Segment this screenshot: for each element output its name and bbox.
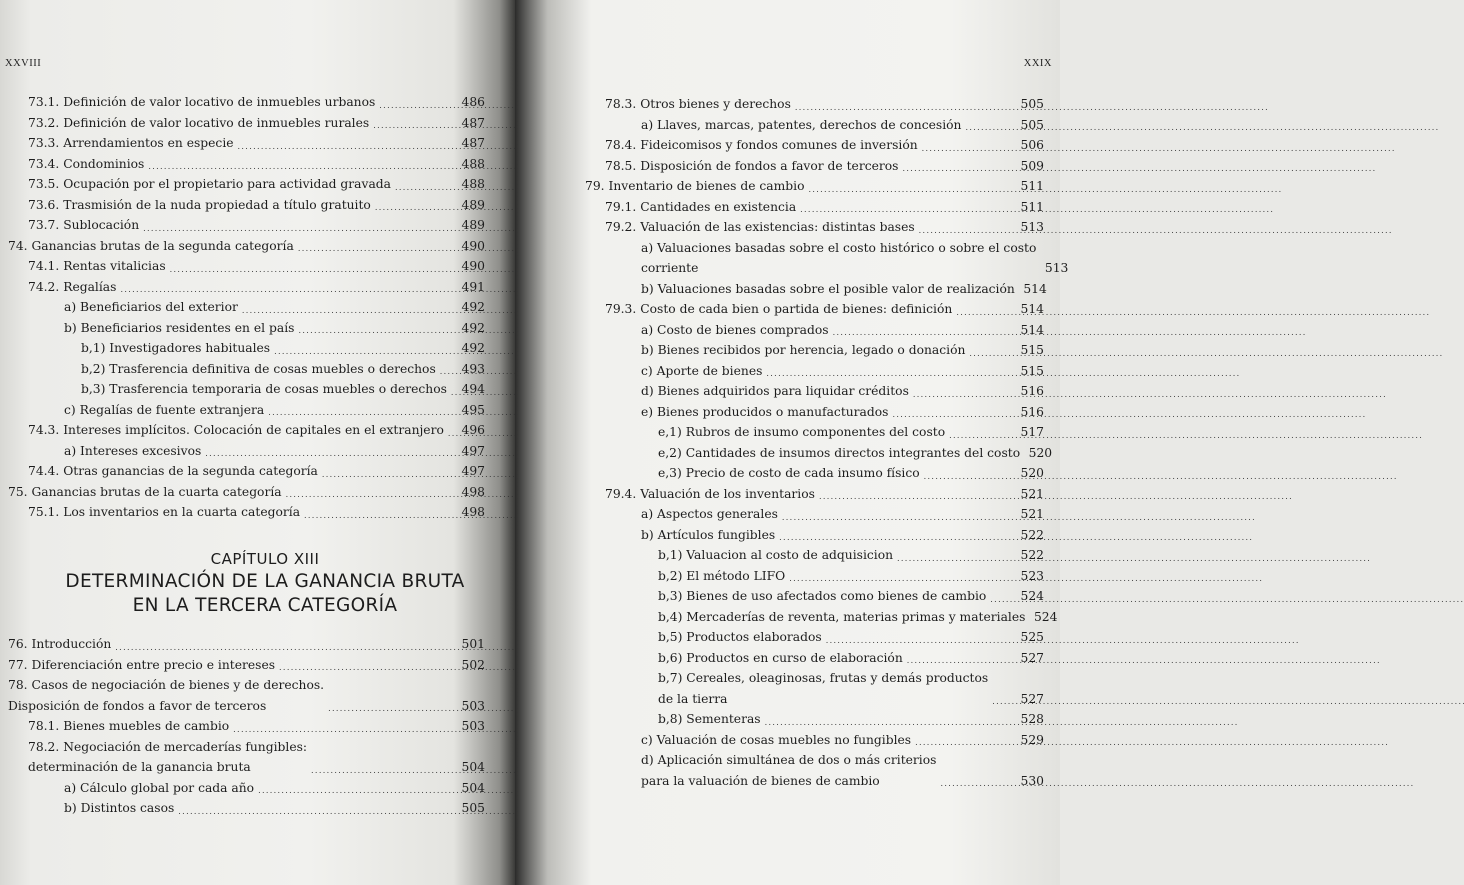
toc-entry-page: 521 (1020, 507, 1044, 521)
toc-entry (585, 709, 1044, 730)
toc-entry (585, 545, 1044, 566)
toc-entry (8, 798, 485, 819)
toc-entry-page: 513 (1020, 220, 1044, 234)
dot-leader (969, 340, 1016, 361)
dot-leader (268, 400, 457, 421)
toc-entry-title: c) Regalías de fuente extranjera (64, 402, 265, 417)
toc-entry-title: 75.1. Los inventarios en la cuarta categoría (28, 505, 301, 519)
toc-entry (585, 320, 1044, 341)
toc-entry-page: 493 (461, 361, 485, 376)
dot-leader (279, 655, 457, 676)
dot-leader (170, 256, 457, 277)
toc-entry-page: 490 (461, 259, 485, 273)
toc-entry (8, 675, 485, 716)
toc-entry (8, 277, 485, 298)
toc-entry-title: c) Aporte de bienes (641, 363, 763, 378)
dot-leader (304, 502, 457, 523)
toc-entry-page: 529 (1020, 732, 1044, 747)
dot-leader (205, 441, 457, 462)
toc-entry (8, 174, 485, 195)
dot-leader (238, 133, 457, 154)
toc-entry-page: 505 (1020, 97, 1044, 111)
toc-entry (585, 484, 1044, 505)
dot-leader (897, 545, 1016, 566)
toc-entry-title: 79. Inventario de bienes de cambio (585, 179, 805, 193)
dot-leader (765, 709, 1016, 730)
page-number-right: XXIX (1023, 58, 1052, 69)
dot-leader (311, 757, 457, 778)
dot-leader (949, 422, 1016, 443)
toc-entry (8, 113, 485, 134)
toc-entry-title: b,2) Trasferencia definitiva de cosas muebles o derechos (81, 361, 436, 376)
toc-entry-title: 73.1. Definición de valor locativo de inmuebles urbanos (28, 95, 376, 109)
toc-entry (585, 361, 1044, 382)
right-page (515, 0, 1069, 885)
toc-entry (585, 115, 1044, 136)
toc-entry-page: 504 (461, 760, 485, 774)
dot-leader (956, 299, 1016, 320)
dot-leader (922, 135, 1016, 156)
toc-entry (8, 133, 485, 154)
toc-entry (8, 154, 485, 175)
toc-entry-title: a) Cálculo global por cada año (64, 780, 255, 795)
dot-leader (143, 215, 457, 236)
toc-entry-page: 515 (1020, 343, 1044, 357)
toc-entry-title: b,1) Investigadores habituales (81, 341, 271, 355)
dot-leader (833, 320, 1016, 341)
toc-entry (585, 525, 1044, 546)
toc-entry-page: 521 (1020, 486, 1044, 501)
dot-leader (892, 402, 1016, 423)
toc-entry (8, 318, 485, 339)
toc-list-left-top (8, 92, 485, 523)
toc-entry-title: 73.4. Condominios (28, 156, 145, 171)
dot-leader (258, 778, 457, 799)
dot-leader (902, 156, 1016, 177)
toc-entry-title: 73.3. Arrendamientos en especie (28, 136, 234, 150)
toc-entry-page: 525 (1020, 630, 1044, 644)
toc-entry-title: 78.3. Otros bienes y derechos (605, 97, 791, 111)
dot-leader (782, 504, 1016, 525)
dot-leader (298, 318, 457, 339)
toc-entry-title: b,3) Bienes de uso afectados como bienes de cambio (658, 589, 987, 603)
toc-entry (8, 716, 485, 737)
toc-entry-page: 498 (461, 484, 485, 499)
toc-entry-title: d) Bienes adquiridos para liquidar créditos (641, 384, 909, 398)
dot-leader (992, 689, 1016, 710)
toc-entry-title: d) Aplicación simultánea de dos o más criterios para la valuación de bienes de cambio (641, 753, 937, 788)
toc-entry (8, 359, 485, 380)
toc-entry-page: 498 (461, 505, 485, 519)
toc-entry-page: 502 (461, 657, 485, 672)
toc-entry-title: 73.7. Sublocación (28, 218, 140, 232)
dot-leader (115, 634, 457, 655)
toc-entry-page: 523 (1020, 568, 1044, 583)
toc-entry (585, 238, 1069, 279)
toc-entry (585, 299, 1044, 320)
toc-entry-page: 516 (1020, 404, 1044, 419)
toc-entry-title: 73.6. Trasmisión de la nuda propiedad a título gratuito (28, 197, 371, 212)
dot-leader (322, 461, 457, 482)
toc-entry-page: 491 (461, 279, 485, 294)
toc-entry-title: b) Bienes recibidos por herencia, legado o donación (641, 343, 966, 357)
toc-entry (8, 379, 485, 400)
dot-leader (451, 379, 457, 400)
toc-entry-title: 79.2. Valuación de las existencias: distintas bases (605, 220, 915, 234)
toc-entry-title: 78. Casos de negociación de bienes y de derechos. Disposición de fondos a favor de terceros (8, 678, 325, 713)
toc-entry (8, 461, 485, 482)
dot-leader (178, 798, 457, 819)
toc-entry-title: e,1) Rubros de insumo componentes del costo (658, 425, 946, 439)
toc-entry (585, 586, 1044, 607)
toc-entry (585, 668, 1044, 709)
dot-leader (373, 113, 457, 134)
toc-entry (8, 92, 485, 113)
toc-entry-page: 520 (1020, 466, 1044, 480)
toc-entry-page: 487 (461, 136, 485, 150)
toc-entry-page: 514 (1020, 302, 1044, 316)
toc-entry (8, 502, 485, 523)
toc-entry (585, 443, 1053, 464)
toc-entry-page: 530 (1020, 773, 1044, 788)
toc-entry-page: 517 (1020, 425, 1044, 439)
toc-entry-title: 74.4. Otras ganancias de la segunda categoría (28, 464, 318, 478)
toc-entry-page: 524 (1033, 609, 1058, 624)
toc-entry-title: 79.1. Cantidades en existencia (605, 199, 797, 214)
dot-leader (940, 771, 1016, 792)
toc-entry-title: 75. Ganancias brutas de la cuarta categoría (8, 484, 282, 499)
dot-leader (286, 482, 457, 503)
toc-entry-title: b,2) El método LIFO (658, 568, 786, 583)
toc-entry-page: 511 (1020, 199, 1044, 214)
toc-entry-page: 488 (461, 156, 485, 171)
toc-entry-page: 490 (461, 238, 485, 253)
toc-entry (585, 566, 1044, 587)
toc-entry (585, 402, 1044, 423)
toc-entry-page: 497 (461, 464, 485, 478)
toc-entry-page: 489 (461, 197, 485, 212)
toc-entry-title: b) Distintos casos (64, 801, 175, 815)
dot-leader (915, 730, 1016, 751)
dot-leader (826, 627, 1016, 648)
toc-entry-page: 528 (1020, 712, 1044, 726)
toc-entry-title: a) Costo de bienes comprados (641, 322, 829, 337)
toc-entry-title: b) Beneficiarios residentes en el país (64, 320, 295, 335)
toc-entry-page: 487 (461, 115, 485, 130)
toc-entry-page: 513 (1044, 261, 1069, 275)
toc-entry (585, 504, 1044, 525)
dot-leader (448, 420, 457, 441)
toc-entry (8, 778, 485, 799)
toc-entry-title: b,3) Trasferencia temporaria de cosas muebles o derechos (81, 382, 447, 396)
toc-entry-title: b,8) Sementeras (658, 712, 761, 726)
toc-entry-title: b,4) Mercaderías de reventa, materias primas y materiales (658, 609, 1026, 624)
toc-entry (8, 236, 485, 257)
toc-entry-page: 503 (461, 719, 485, 733)
toc-entry-page: 522 (1020, 527, 1044, 542)
dot-leader (148, 154, 457, 175)
dot-leader (789, 566, 1016, 587)
toc-entry-title: 78.4. Fideicomisos y fondos comunes de inversión (605, 138, 918, 152)
toc-entry-title: b,6) Productos en curso de elaboración (658, 650, 903, 665)
dot-leader (766, 361, 1016, 382)
toc-entry-title: b,5) Productos elaborados (658, 630, 822, 644)
toc-entry-page: 496 (461, 423, 485, 437)
toc-entry-title: 78.2. Negociación de mercaderías fungibles: determinación de la ganancia bruta (28, 739, 308, 774)
toc-entry-title: e) Bienes producidos o manufacturados (641, 404, 889, 419)
toc-entry-page: 492 (461, 320, 485, 335)
toc-entry-title: b,7) Cereales, oleaginosas, frutas y demás productos de la tierra (658, 671, 989, 706)
toc-entry (585, 94, 1044, 115)
toc-entry-page: 494 (461, 382, 485, 396)
dot-leader (328, 696, 457, 717)
chapter-title-line-2: EN LA TERCERA CATEGORÍA (132, 595, 398, 616)
toc-entry (8, 256, 485, 277)
dot-leader (800, 197, 1016, 218)
toc-entry (8, 400, 485, 421)
toc-entry (8, 482, 485, 503)
dot-leader (795, 94, 1016, 115)
toc-entry (585, 217, 1044, 238)
toc-entry (585, 607, 1058, 628)
toc-entry-title: c) Valuación de cosas muebles no fungibles (641, 732, 912, 747)
toc-entry-page: 511 (1020, 179, 1044, 193)
toc-entry-page: 505 (461, 801, 485, 815)
toc-entry-page: 492 (461, 300, 485, 314)
dot-leader (819, 484, 1016, 505)
dot-leader (779, 525, 1016, 546)
chapter-title-line-1: DETERMINACIÓN DE LA GANANCIA BRUTA (65, 571, 465, 592)
toc-entry (8, 420, 485, 441)
toc-entry-page: 501 (461, 637, 485, 651)
toc-entry-title: a) Beneficiarios del exterior (64, 300, 238, 314)
toc-entry-page: 488 (461, 177, 485, 191)
toc-entry (585, 197, 1044, 218)
toc-entry (585, 176, 1044, 197)
toc-entry-page: 503 (461, 698, 485, 713)
dot-leader (907, 648, 1016, 669)
toc-entry (585, 627, 1044, 648)
dot-leader (808, 176, 1016, 197)
toc-entry (585, 730, 1044, 751)
toc-entry-page: 492 (461, 341, 485, 355)
toc-entry-title: 74.3. Intereses implícitos. Colocación de capitales en el extranjero (28, 423, 444, 437)
toc-entry (8, 441, 485, 462)
toc-entry (8, 634, 485, 655)
dot-leader (440, 359, 457, 380)
dot-leader (919, 217, 1016, 238)
toc-entry (585, 750, 1044, 791)
toc-entry-page: 505 (1020, 117, 1044, 132)
toc-entry-page: 514 (1020, 322, 1044, 337)
toc-entry-title: 74.1. Rentas vitalicias (28, 259, 166, 273)
toc-entry-page: 497 (461, 443, 485, 458)
toc-entry-title: e,2) Cantidades de insumos directos integrantes del costo (658, 445, 1021, 460)
toc-entry-title: a) Aspectos generales (641, 507, 778, 521)
toc-entry-title: 73.5. Ocupación por el propietario para actividad gravada (28, 177, 391, 191)
toc-entry-title: 78.5. Disposición de fondos a favor de terceros (605, 158, 899, 173)
toc-entry-page: 527 (1020, 650, 1044, 665)
toc-entry (585, 422, 1044, 443)
toc-entry-page: 506 (1020, 138, 1044, 152)
toc-entry-page: 514 (1023, 281, 1047, 296)
toc-entry (8, 195, 485, 216)
toc-entry-page: 524 (1020, 589, 1044, 603)
dot-leader (913, 381, 1016, 402)
toc-entry-title: 73.2. Definición de valor locativo de inmuebles rurales (28, 115, 370, 130)
toc-entry-title: b) Artículos fungibles (641, 527, 776, 542)
toc-entry-title: 79.4. Valuación de los inventarios (605, 486, 815, 501)
dot-leader (375, 195, 457, 216)
toc-entry-page: 522 (1020, 548, 1044, 562)
toc-entry (585, 340, 1044, 361)
toc-entry-title: e,3) Precio de costo de cada insumo físico (658, 466, 920, 480)
toc-entry (585, 135, 1044, 156)
toc-entry (8, 737, 485, 778)
dot-leader (965, 115, 1016, 136)
toc-list-left-bottom (8, 634, 485, 819)
toc-entry (8, 655, 485, 676)
toc-entry-title: 79.3. Costo de cada bien o partida de bienes: definición (605, 302, 953, 316)
dot-leader (924, 463, 1016, 484)
dot-leader (298, 236, 457, 257)
toc-entry (585, 156, 1044, 177)
dot-leader (274, 338, 457, 359)
dot-leader (379, 92, 457, 113)
toc-entry (585, 463, 1044, 484)
toc-entry-title: b) Valuaciones basadas sobre el posible valor de realización (641, 281, 1015, 296)
dot-leader (120, 277, 457, 298)
dot-leader (990, 586, 1016, 607)
toc-entry-page: 495 (461, 402, 485, 417)
left-page (0, 0, 515, 885)
chapter-label: CAPÍTULO XIII (210, 550, 320, 568)
toc-entry-page: 504 (461, 780, 485, 795)
toc-entry-title: b,1) Valuacion al costo de adquisicion (658, 548, 894, 562)
toc-entry-page: 509 (1020, 158, 1044, 173)
toc-entry-title: 76. Introducción (8, 637, 112, 651)
chapter-heading (40, 550, 490, 618)
toc-entry-title: a) Intereses excesivos (64, 443, 202, 458)
dot-leader (242, 297, 457, 318)
toc-entry-page: 520 (1028, 445, 1053, 460)
toc-entry-page: 489 (461, 218, 485, 232)
page-number-left: XXVIII (5, 58, 42, 69)
toc-entry-title: 78.1. Bienes muebles de cambio (28, 719, 230, 733)
toc-entry (8, 338, 485, 359)
toc-entry-page: 486 (461, 95, 485, 109)
toc-entry-title: a) Valuaciones basadas sobre el costo histórico o sobre el costo corriente (641, 240, 1037, 275)
dot-leader (233, 716, 457, 737)
toc-entry (8, 215, 485, 236)
toc-entry-title: a) Llaves, marcas, patentes, derechos de concesión (641, 117, 962, 132)
toc-entry (8, 297, 485, 318)
toc-entry-page: 515 (1020, 363, 1044, 378)
toc-entry (585, 648, 1044, 669)
toc-entry-title: 77. Diferenciación entre precio e intereses (8, 657, 276, 672)
dot-leader (395, 174, 457, 195)
toc-entry-page: 516 (1020, 384, 1044, 398)
toc-list-right (585, 94, 1069, 791)
toc-entry-page: 527 (1020, 691, 1044, 706)
toc-entry-title: 74. Ganancias brutas de la segunda categoría (8, 238, 294, 253)
toc-entry (585, 279, 1047, 300)
toc-entry-title: 74.2. Regalías (28, 279, 117, 294)
toc-entry (585, 381, 1044, 402)
